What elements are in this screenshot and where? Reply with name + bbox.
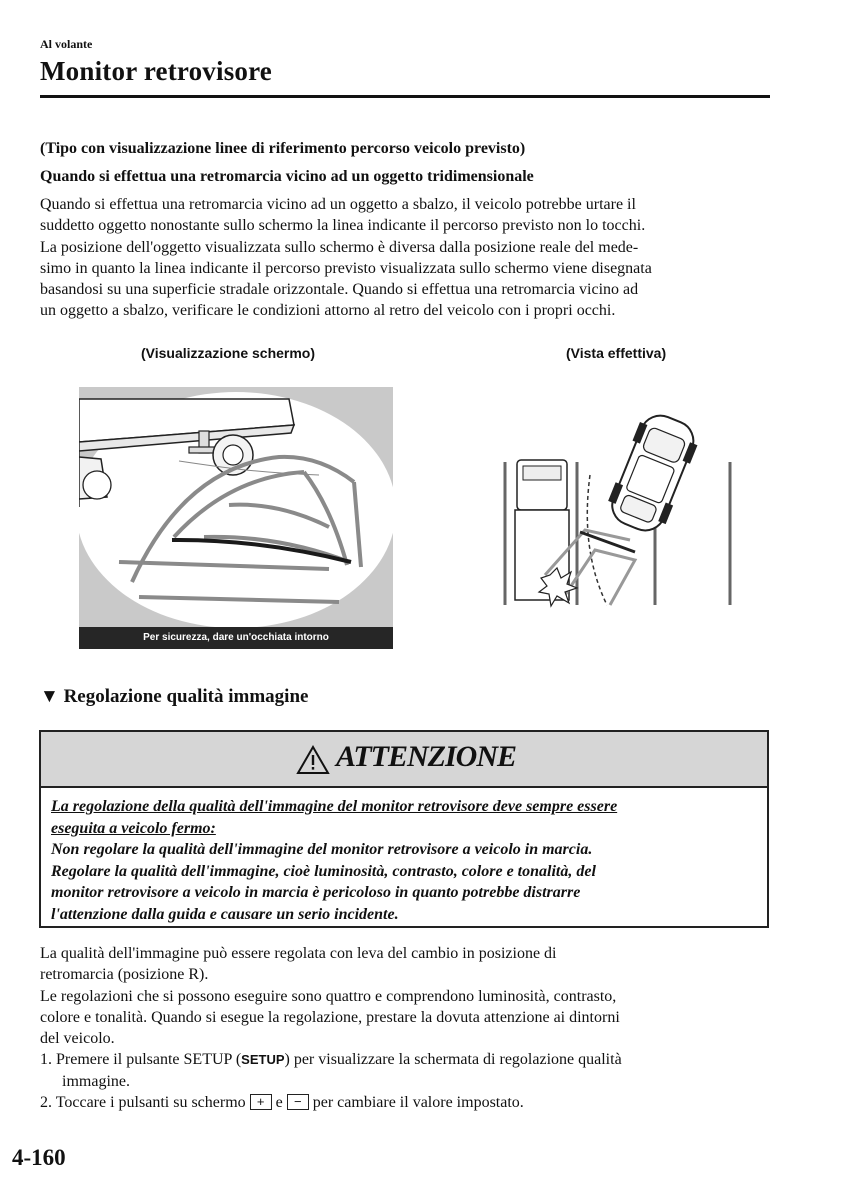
warning-box — [39, 730, 769, 928]
section-heading — [40, 686, 308, 708]
step-2-text: e — [275, 1094, 283, 1112]
text-line: suddetto oggetto nonostante sullo schermo la linea indicante il percorso previsto non lo tocchi. — [40, 217, 646, 235]
step-2-text: 2. Toccare i pulsanti su schermo — [40, 1094, 246, 1112]
warning-line: monitor retrovisore a veicolo in marcia è pericoloso in quanto potrebbe distrarre — [51, 884, 581, 901]
step-1-text: ) per visualizzare la schermata di regolazione qualità — [284, 1051, 622, 1069]
step-2-text: per cambiare il valore impostato. — [312, 1094, 524, 1112]
warning-line: eseguita a veicolo fermo: — [51, 819, 216, 837]
step-1-continued: immagine. — [62, 1072, 130, 1090]
screen-caption: (Visualizzazione schermo) — [141, 345, 316, 361]
text-line: colore e tonalità. Quando si esegue la regolazione, prestare la dovuta attenzione ai dintorni — [40, 1008, 620, 1026]
warning-text — [51, 796, 761, 925]
plus-key-icon: + — [250, 1094, 272, 1110]
title-divider — [40, 95, 770, 98]
breadcrumb: Al volante — [40, 37, 93, 51]
camera-view-drawing — [79, 387, 393, 627]
warning-line: Regolare la qualità dell'immagine, cioè luminosità, contrasto, colore e tonalità, del — [51, 862, 596, 880]
triangle-down-icon: ▼ — [40, 686, 59, 707]
text-line: un oggetto a sbalzo, verificare le condizioni attorno al retro del veicolo con i propri occhi. — [40, 302, 616, 320]
actual-view-illustration — [495, 400, 740, 615]
text-line: simo in quanto la linea indicante il percorso previsto visualizzata sullo schermo viene disegnata — [40, 259, 652, 277]
screen-safety-message: Per sicurezza, dare un'occhiata intorno — [79, 627, 393, 649]
section-heading-text: Regolazione qualità immagine — [63, 686, 309, 707]
text-line: Quando si effettua una retromarcia vicino ad un oggetto a sbalzo, il veicolo potrebbe urtare il — [40, 196, 636, 213]
step-1 — [40, 1049, 780, 1070]
warning-triangle-icon — [296, 744, 330, 776]
text-line: Le regolazioni che si possono eseguire sono quattro e comprendono luminosità, contrasto, — [40, 987, 617, 1005]
minus-key-icon: − — [287, 1094, 309, 1110]
type-heading: (Tipo con visualizzazione linee di riferimento percorso veicolo previsto) — [40, 140, 526, 157]
setup-key: SETUP — [241, 1052, 285, 1068]
step-1-text: 1. Premere il pulsante SETUP ( — [40, 1051, 242, 1069]
warning-header — [41, 732, 767, 788]
warning-line: La regolazione della qualità dell'immagine del monitor retrovisore deve sempre essere — [51, 798, 618, 815]
text-line: La qualità dell'immagine può essere regolata con leva del cambio in posizione di — [40, 945, 557, 962]
warning-line: Non regolare la qualità dell'immagine del monitor retrovisore a veicolo in marcia. — [51, 841, 593, 858]
page-title: Monitor retrovisore — [40, 56, 272, 86]
intro-paragraph — [40, 194, 780, 322]
text-line: retromarcia (posizione R). — [40, 966, 209, 984]
page-number: 4-160 — [12, 1145, 66, 1170]
monitor-screen-illustration — [79, 387, 393, 649]
actual-view-caption: (Vista effettiva) — [566, 345, 667, 361]
text-line: del veicolo. — [40, 1030, 115, 1048]
warning-title: ATTENZIONE — [336, 740, 517, 773]
section-subheading: Quando si effettua una retromarcia vicino ad un oggetto tridimensionale — [40, 168, 534, 185]
step-2 — [40, 1092, 780, 1113]
text-line: La posizione dell'oggetto visualizzata sullo schermo è diversa dalla posizione reale del mede- — [40, 238, 639, 256]
warning-line: l'attenzione dalla guida e causare un serio incidente. — [51, 905, 399, 923]
text-line: basandosi su una superficie stradale orizzontale. Quando si effettua una retromarcia vicino ad — [40, 281, 639, 299]
body-paragraph — [40, 943, 780, 1113]
